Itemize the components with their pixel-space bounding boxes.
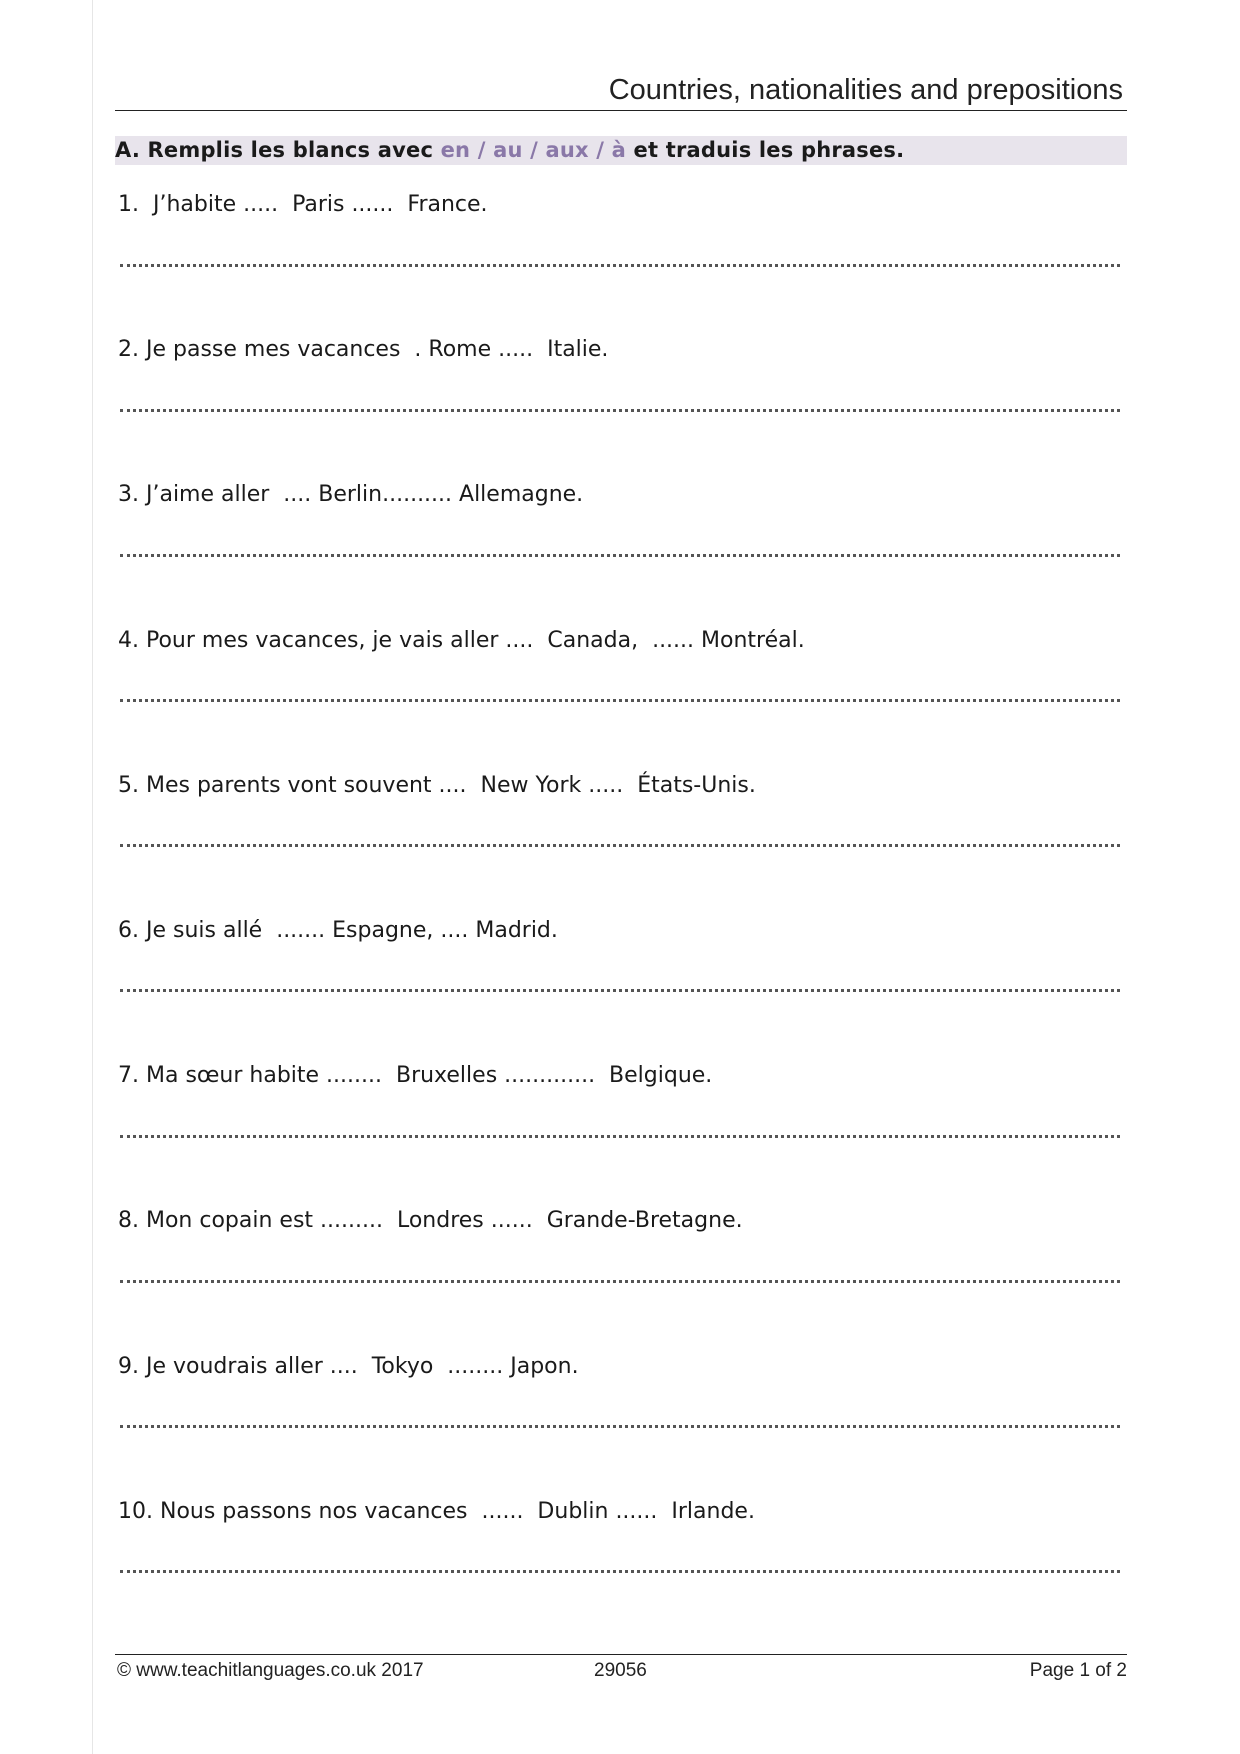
answer-line-7[interactable] bbox=[120, 1135, 1120, 1138]
instruction-start: Remplis les blancs avec bbox=[147, 138, 441, 162]
question-4: 4. Pour mes vacances, je vais aller .... Canada, ...... Montréal. bbox=[118, 628, 805, 653]
page-edge bbox=[92, 0, 93, 1754]
section-label: A. bbox=[115, 138, 141, 162]
answer-line-5[interactable] bbox=[120, 844, 1120, 847]
question-9: 9. Je voudrais aller .... Tokyo ........ Japon. bbox=[118, 1354, 579, 1379]
answer-line-3[interactable] bbox=[120, 554, 1120, 557]
question-3: 3. J’aime aller .... Berlin.......... Allemagne. bbox=[118, 482, 584, 507]
question-8: 8. Mon copain est ......... Londres ...... Grande-Bretagne. bbox=[118, 1208, 743, 1233]
preposition-options: en / au / aux / à bbox=[440, 138, 627, 162]
section-a-heading bbox=[115, 136, 1127, 165]
footer-resource-code: 29056 bbox=[594, 1660, 647, 1681]
footer-rule bbox=[115, 1654, 1127, 1655]
answer-line-6[interactable] bbox=[120, 989, 1120, 992]
question-2: 2. Je passe mes vacances . Rome ..... Italie. bbox=[118, 337, 609, 362]
answer-line-10[interactable] bbox=[120, 1570, 1120, 1573]
answer-line-2[interactable] bbox=[120, 409, 1120, 412]
question-10: 10. Nous passons nos vacances ...... Dublin ...... Irlande. bbox=[118, 1499, 755, 1524]
question-6: 6. Je suis allé ....... Espagne, .... Madrid. bbox=[118, 918, 558, 943]
answer-line-9[interactable] bbox=[120, 1425, 1120, 1428]
answer-line-4[interactable] bbox=[120, 699, 1120, 702]
answer-line-8[interactable] bbox=[120, 1280, 1120, 1283]
footer-page-number: Page 1 of 2 bbox=[1029, 1660, 1127, 1681]
footer-copyright: © www.teachitlanguages.co.uk 2017 bbox=[117, 1660, 424, 1681]
page-title: Countries, nationalities and prepositions bbox=[608, 74, 1123, 106]
question-1: 1. J’habite ..... Paris ...... France. bbox=[118, 192, 488, 217]
question-5: 5. Mes parents vont souvent .... New York ..... États-Unis. bbox=[118, 773, 756, 798]
question-7: 7. Ma sœur habite ........ Bruxelles ............. Belgique. bbox=[118, 1063, 713, 1088]
instruction-end: et traduis les phrases. bbox=[626, 138, 905, 162]
answer-line-1[interactable] bbox=[120, 264, 1120, 267]
page-header bbox=[115, 70, 1127, 111]
